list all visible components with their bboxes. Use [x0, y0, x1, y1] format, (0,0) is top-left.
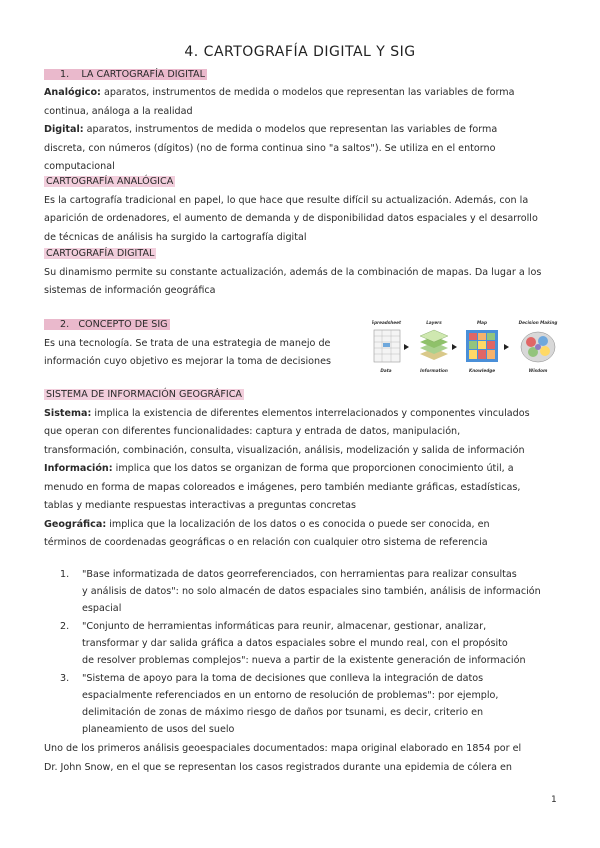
label-wisdom: Wisdom: [528, 368, 548, 373]
definition-number: 3.: [60, 673, 70, 684]
text-line: información cuyo objetivo es mejorar la toma de decisiones: [44, 356, 331, 367]
label-layers: Layers: [426, 320, 442, 325]
text-line: menudo en forma de mapas coloreados e imágenes, pero también mediante gráficas, estadísticas,: [44, 481, 521, 493]
closing-paragraph: [44, 740, 560, 777]
label-knowledge: Knowledge: [468, 368, 496, 373]
dikw-diagram: [372, 318, 560, 374]
label-data: Data: [380, 368, 392, 373]
text-line: implica que la localización de los datos o es conocida o puede ser conocida, en: [106, 518, 490, 530]
label-map: Map: [477, 320, 487, 325]
text-line: "Conjunto de herramientas informáticas para reunir, almacenar, gestionar, analizar,: [82, 621, 487, 632]
section-1-label: LA CARTOGRAFÍA DIGITAL: [81, 69, 205, 80]
definition-item: [60, 670, 560, 740]
map-icon: [466, 330, 498, 362]
text-line: Es la cartografía tradicional en papel, lo que hace que resulte difícil su actualización. Además, con la: [44, 194, 529, 206]
text-line: aparición de ordenadores, el aumento de demanda y de disponibilidad datos espaciales y el desarrollo: [44, 213, 538, 224]
text-line: aparatos, instrumentos de medida o modelos que representan las variables de forma: [83, 124, 498, 135]
text-line: discreta, con números (dígitos) (no de forma continua sino "a saltos"). Se utiliza en el entorno: [44, 142, 496, 154]
dikw-diagram-svg: [372, 318, 560, 374]
text-line: computacional: [44, 161, 115, 172]
section-1-number: 1.: [60, 69, 70, 80]
cartografia-analogica-heading: CARTOGRAFÍA ANALÓGICA: [46, 176, 174, 187]
text-line: implica que los datos se organizan de forma que proporcionen conocimiento útil, a: [112, 463, 514, 474]
geografica-term: Geográfica:: [44, 518, 107, 530]
text-line: términos de coordenadas geográficas o en relación con cualquier otro sistema de referencia: [44, 537, 488, 548]
section-2-label: CONCEPTO DE SIG: [78, 319, 168, 330]
definition-item: [60, 566, 560, 620]
analogico-paragraph: [44, 84, 560, 121]
text-line: continua, análoga a la realidad: [44, 105, 193, 117]
page-title: 4. CARTOGRAFÍA DIGITAL Y SIG: [184, 44, 416, 60]
section-1-heading: [44, 66, 560, 85]
digital-term: Digital:: [44, 124, 84, 135]
sistema-term: Sistema:: [44, 407, 92, 419]
definition-number: 1.: [60, 569, 70, 580]
sig-section: [44, 386, 560, 553]
text-line: sistemas de información geográfica: [44, 285, 216, 296]
text-line: aparatos, instrumentos de medida o modelos que representan las variables de forma: [100, 87, 515, 98]
text-line: de técnicas de análisis ha surgido la cartografía digital: [44, 231, 307, 243]
text-line: "Base informatizada de datos georreferenciados, con herramientas para realizar consultas: [82, 569, 517, 580]
spreadsheet-icon: [374, 330, 400, 362]
section-2-number: 2.: [60, 319, 70, 330]
sig-heading: SISTEMA DE INFORMACIÓN GEOGRÁFICA: [46, 389, 242, 400]
text-line: Uno de los primeros análisis geoespaciales documentados: mapa original elaborado en 1854 por el: [44, 743, 522, 754]
analogico-term: Analógico:: [44, 87, 101, 98]
text-line: Su dinamismo permite su constante actualización, además de la combinación de mapas. Da lugar a los: [44, 266, 542, 278]
text-line: Dr. John Snow, en el que se representan los casos registrados durante una epidemia de cólera en: [44, 761, 512, 773]
text-line: espacial: [82, 603, 122, 614]
text-line: planeamiento de usos del suelo: [82, 724, 235, 735]
text-line: y análisis de datos": no solo almacén de datos espaciales sino también, análisis de información: [82, 586, 541, 597]
text-line: de resolver problemas complejos": nueva a partir de la existente generación de información: [82, 655, 526, 666]
label-decision-making: Decision Making: [518, 320, 558, 325]
text-line: transformación, combinación, consulta, visualización, análisis, modelización y salida de información: [44, 444, 525, 456]
text-line: delimitación de zonas de máximo riesgo de daños por tsunami, es decir, criterio en: [82, 707, 484, 718]
text-line: "Sistema de apoyo para la toma de decisiones que conlleva la integración de datos: [82, 673, 484, 684]
definition-item: [60, 618, 560, 672]
label-information: Information: [420, 368, 448, 373]
text-line: espacialmente referenciados en un entorno de resolución de problemas": por ejemplo,: [82, 690, 499, 701]
text-line: transformar y dar salida gráfica a datos espaciales sobre el mundo real, con el propósito: [82, 638, 508, 649]
informacion-term: Información:: [44, 463, 113, 474]
text-line: implica la existencia de diferentes elementos interrelacionados y componentes vinculados: [91, 407, 530, 419]
cartografia-analogica-section: [44, 173, 560, 247]
cartografia-digital-section: [44, 245, 560, 301]
text-line: tablas y mediante respuestas interactivas a preguntas concretas: [44, 500, 357, 511]
page-number: 1: [551, 795, 557, 805]
definition-number: 2.: [60, 621, 70, 632]
arrow-icon: [452, 344, 457, 350]
text-line: que operan con diferentes funcionalidades: captura y entrada de datos, manipulación,: [44, 426, 461, 437]
label-spreadsheet: Spreadsheet: [372, 320, 401, 325]
layers-icon: [420, 330, 448, 360]
arrow-icon: [504, 344, 509, 350]
cartografia-digital-heading: CARTOGRAFÍA DIGITAL: [46, 248, 155, 259]
text-line: Es una tecnología. Se trata de una estrategia de manejo de: [44, 337, 331, 349]
section-2: [44, 316, 364, 372]
arrow-icon: [404, 344, 409, 350]
digital-paragraph: [44, 121, 560, 177]
wisdom-icon: [521, 332, 555, 362]
